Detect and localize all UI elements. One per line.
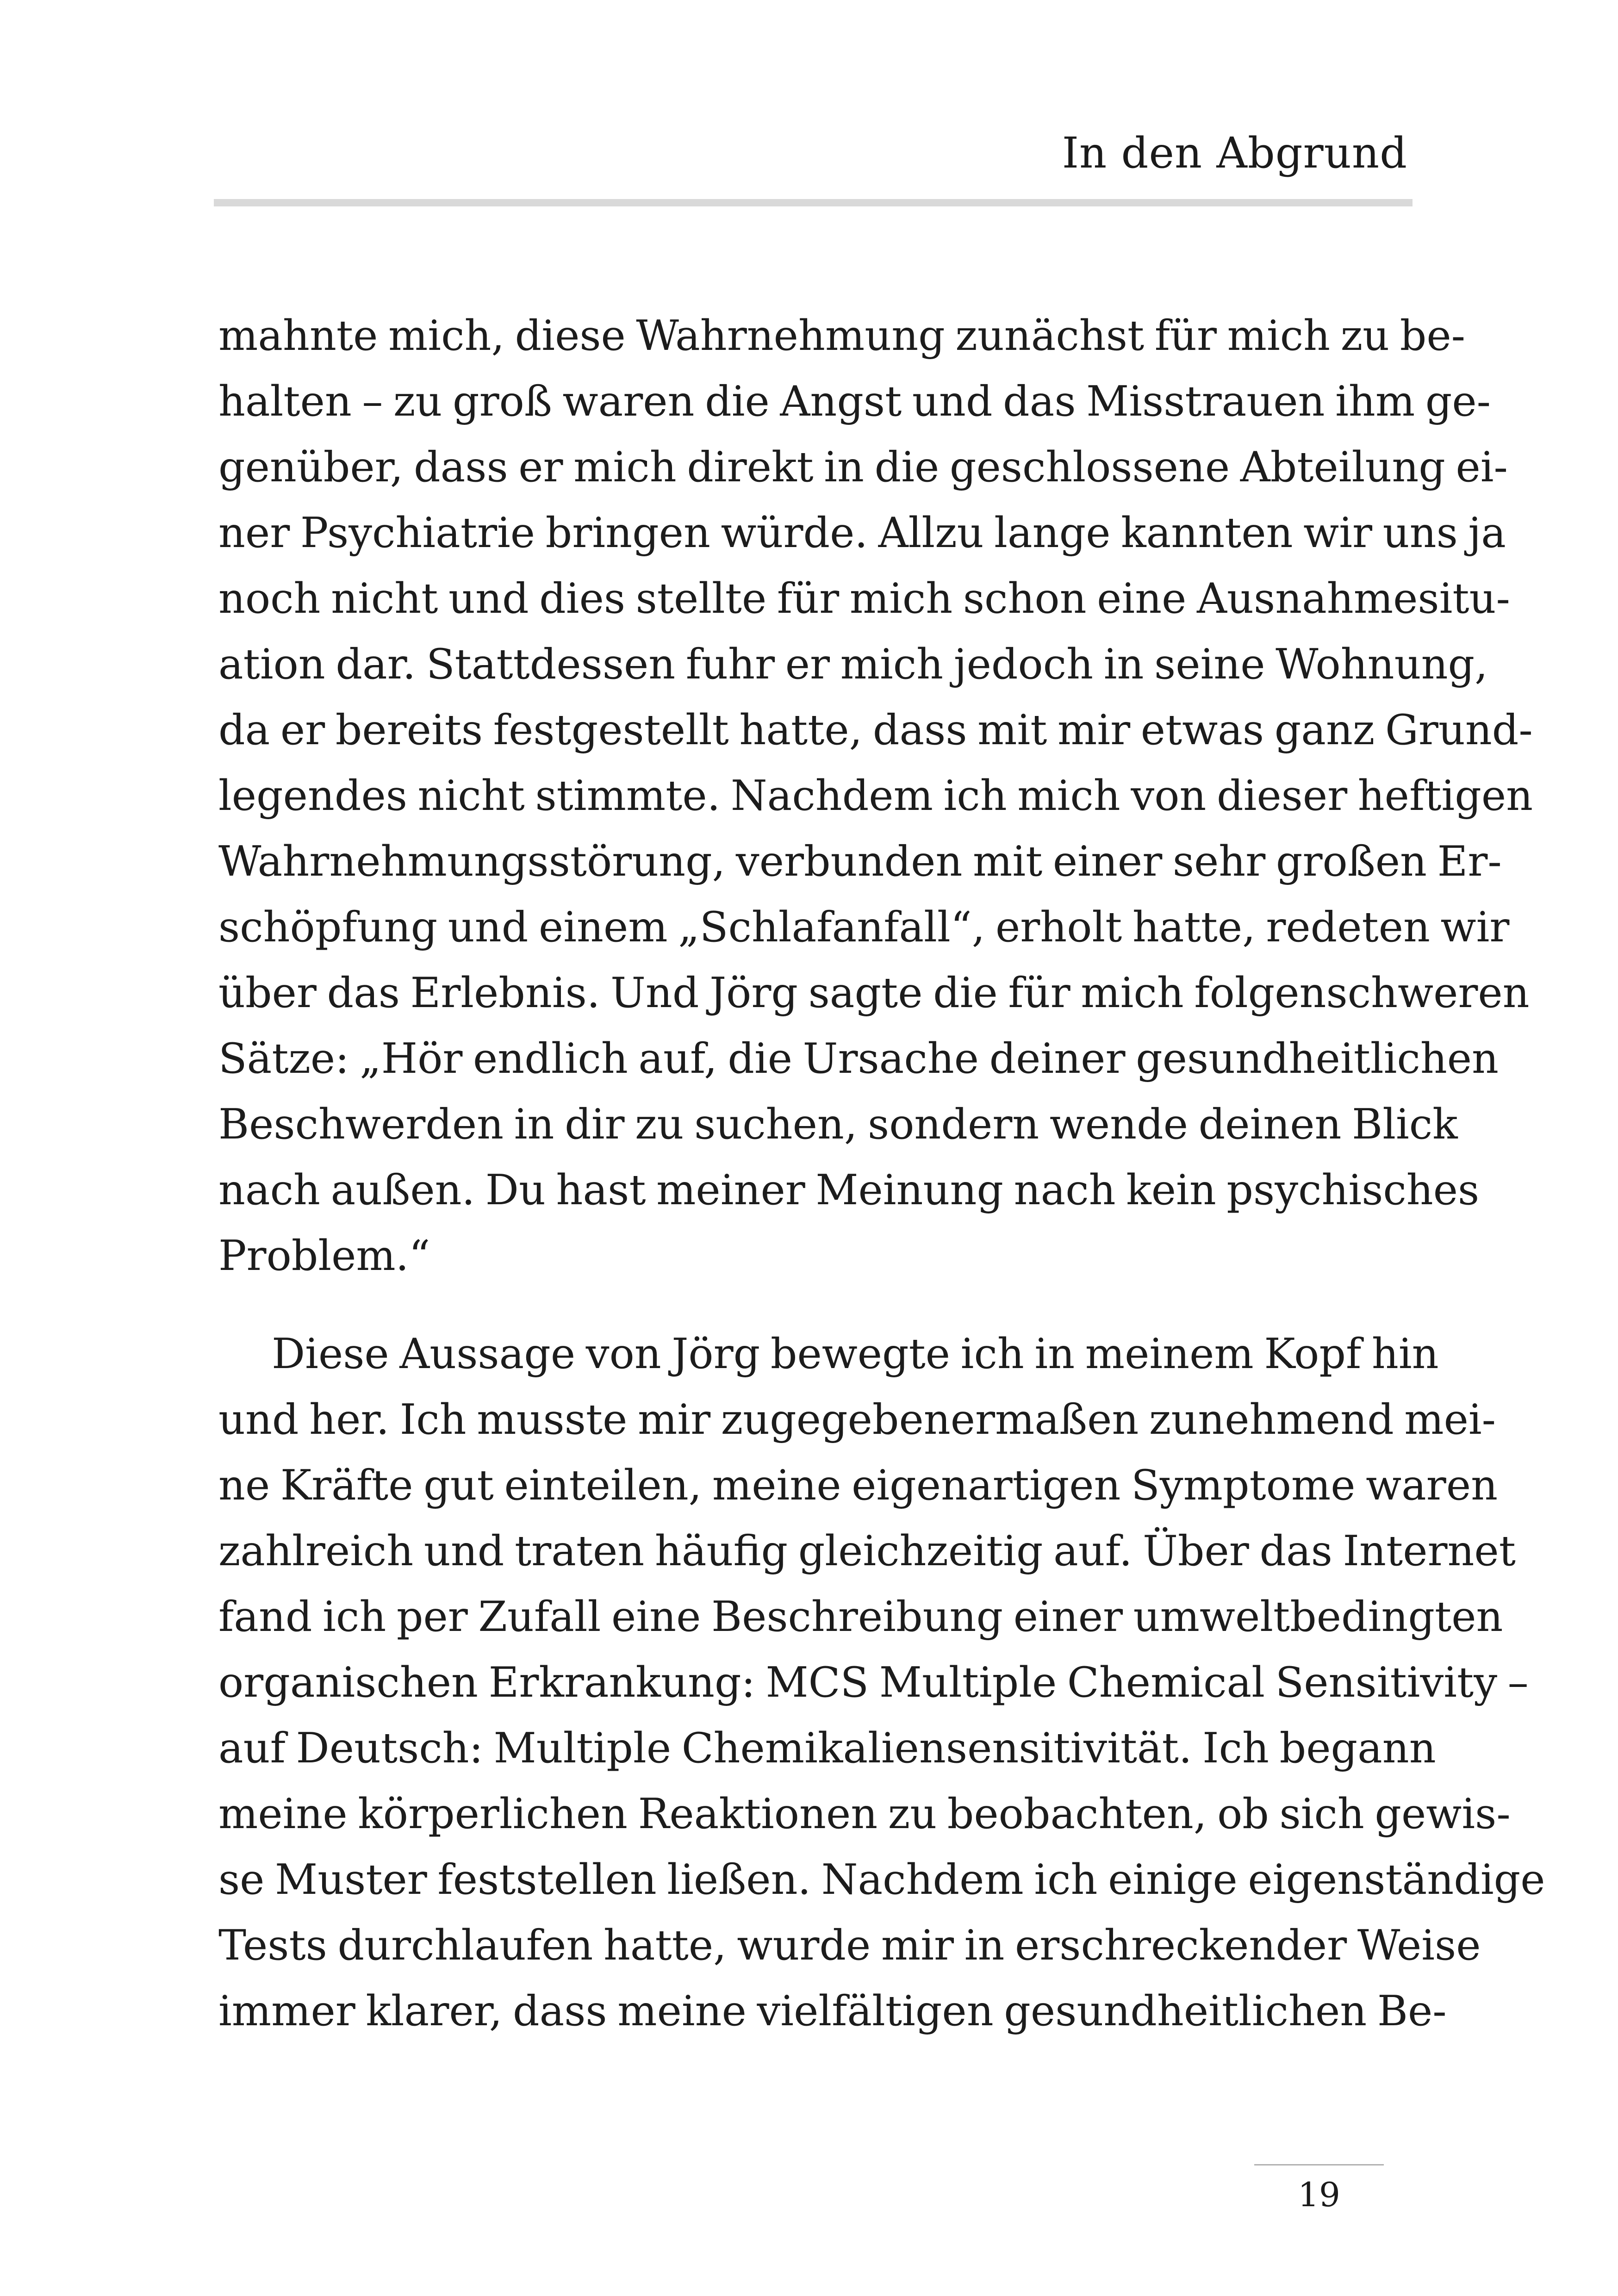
text-line: ne Kräfte gut einteilen, meine eigenartigen Symptome waren [218, 1461, 1498, 1510]
body-text [218, 303, 1545, 2044]
paragraph-1 [218, 303, 1533, 1289]
paragraph-2 [218, 1321, 1545, 2044]
text-line: auf Deutsch: Multiple Chemikaliensensitivität. Ich begann [218, 1724, 1436, 1773]
text-line: schöpfung und einem „Schlafanfall“, erholt hatte, redeten wir [218, 903, 1510, 952]
text-line: fand ich per Zufall eine Beschreibung einer umweltbedingten [218, 1593, 1503, 1641]
text-line: meine körperlichen Reaktionen zu beobachten, ob sich gewis- [218, 1790, 1511, 1838]
text-line: genüber, dass er mich direkt in die geschlossene Abteilung ei- [218, 443, 1508, 492]
text-line: und her. Ich musste mir zugegebenermaßen zunehmend mei- [218, 1395, 1496, 1444]
running-head-title: In den Abgrund [1062, 128, 1407, 178]
text-line: da er bereits festgestellt hatte, dass mit mir etwas ganz Grund- [218, 706, 1533, 754]
text-line: immer klarer, dass meine vielfältigen gesundheitlichen Be- [218, 1987, 1447, 2035]
text-line: nach außen. Du hast meiner Meinung nach kein psychisches [218, 1166, 1480, 1214]
text-line: halten – zu groß waren die Angst und das Misstrauen ihm ge- [218, 377, 1491, 426]
text-line: Wahrnehmungsstörung, verbunden mit einer sehr großen Er- [218, 837, 1502, 886]
text-line: über das Erlebnis. Und Jörg sagte die für mich folgenschweren [218, 969, 1530, 1017]
text-line: ner Psychiatrie bringen würde. Allzu lange kannten wir uns ja [218, 509, 1506, 557]
text-line: Tests durchlaufen hatte, wurde mir in erschreckender Weise [218, 1921, 1481, 1970]
text-line: organischen Erkrankung: MCS Multiple Chemical Sensitivity – [218, 1658, 1529, 1707]
text-line: se Muster feststellen ließen. Nachdem ich einige eigenständige [218, 1855, 1545, 1904]
text-line: zahlreich und traten häufig gleichzeitig auf. Über das Internet [218, 1527, 1516, 1575]
text-line: Sätze: „Hör endlich auf, die Ursache deiner gesundheitlichen [218, 1034, 1499, 1083]
text-line: Diese Aussage von Jörg bewegte ich in meinem Kopf hin [272, 1330, 1439, 1378]
text-line: Problem.“ [218, 1232, 430, 1280]
page-number: 19 [1298, 2175, 1340, 2214]
text-line: legendes nicht stimmte. Nachdem ich mich von dieser heftigen [218, 772, 1533, 820]
text-line: Beschwerden in dir zu suchen, sondern wende deinen Blick [218, 1100, 1458, 1149]
text-line: noch nicht und dies stellte für mich schon eine Ausnahmesitu- [218, 574, 1510, 623]
text-line: ation dar. Stattdessen fuhr er mich jedoch in seine Wohnung, [218, 640, 1488, 689]
header-rule [214, 199, 1413, 206]
text-line: mahnte mich, diese Wahrnehmung zunächst für mich zu be- [218, 311, 1466, 360]
footer-rule [1254, 2164, 1384, 2165]
paragraph-gap [218, 1289, 1403, 1321]
